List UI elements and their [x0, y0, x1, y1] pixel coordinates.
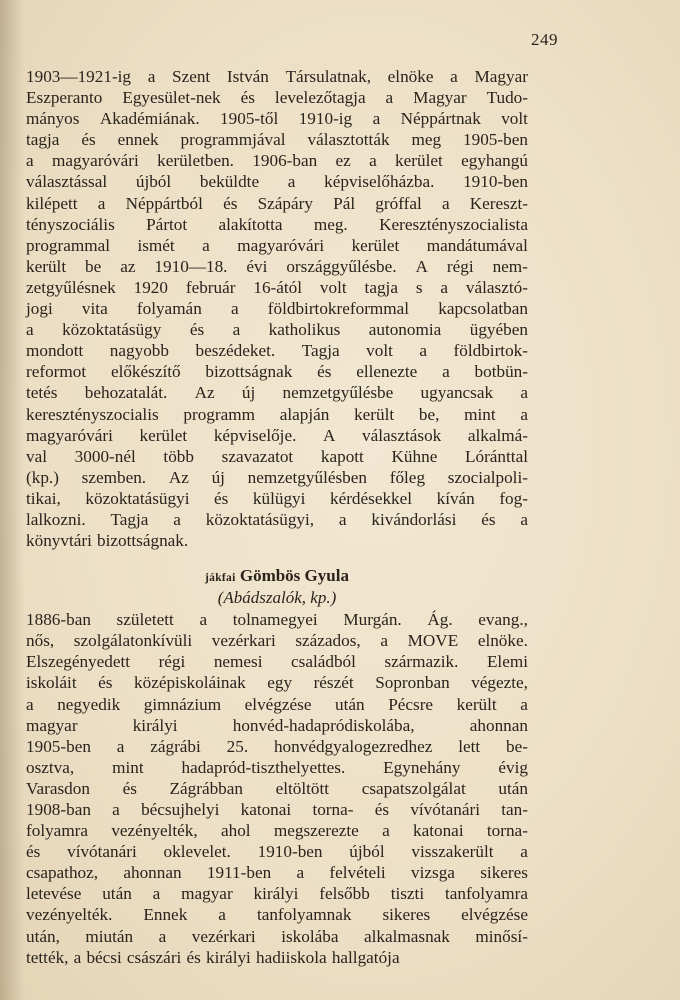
text-line: lalkozni. Tagja a közoktatásügyi, a kivándorlási és a — [26, 509, 528, 529]
text-line: 1905-ben a zágrábi 25. honvédgyalogezredhez lett be- — [26, 736, 528, 756]
text-line: tetés behozatalát. Az új nemzetgyűlésbe ugyancsak a — [26, 383, 528, 403]
text-line: kilépett a Néppártból és Szápáry Pál gróffal a Kereszt- — [26, 193, 528, 213]
text-line: tették, a bécsi császári és királyi hadiiskola hallgatója — [26, 947, 400, 967]
text-line: Varasdon és Zágrábban eltöltött csapatszolgálat után — [26, 778, 528, 798]
entry-prefix: jákfai — [205, 572, 236, 585]
text-line: (kp.) szemben. Az új nemzetgyűlésben főleg szocialpoli- — [26, 467, 528, 487]
text-column — [26, 66, 528, 968]
text-line: tényszociális Pártot alakította meg. Keresztényszocialista — [26, 214, 528, 234]
text-line: választással újból beküldte a képviselőházba. 1910-ben — [26, 172, 528, 192]
text-line: val 3000-nél több szavazatot kapott Kühne Lóránttal — [26, 446, 528, 466]
text-line: mondott nagyobb beszédeket. Tagja volt a földbirtok- — [26, 341, 528, 361]
text-line: folyamra vezényelték, ahol megszerezte a katonai torna- — [26, 821, 528, 841]
text-line: Eszperanto Egyesület-nek és levelezőtagja a Magyar Tudo- — [26, 88, 528, 108]
text-line: 1886-ban született a tolnamegyei Murgán. Ág. evang., — [26, 610, 528, 630]
text-line: zetgyűlésnek 1920 február 16-ától volt tagja s a választó- — [26, 277, 528, 297]
text-line: reformot előkészítő bizottságnak és ellenezte a botbün- — [26, 362, 528, 382]
text-line: került be az 1910—18. évi országgyűlésbe. A régi nem- — [26, 256, 528, 276]
text-line: könyvtári bizottságnak. — [26, 531, 189, 551]
text-line: osztva, mint hadapród-tiszthelyettes. Egynehány évig — [26, 757, 528, 777]
text-line: után, miután a vezérkari iskolába alkalmasnak minősí- — [26, 926, 528, 946]
paragraph-biography-continued — [26, 66, 528, 551]
text-line: iskoláit és középiskoláinak egy részét Sopronban végezte, — [26, 673, 528, 693]
text-line: vezényelték. Ennek a tanfolyamnak sikeres elvégzése — [26, 905, 528, 925]
entry-heading — [26, 565, 528, 587]
text-line: letevése után a magyar királyi felsőbb tiszti tanfolyamra — [26, 884, 528, 904]
text-line: jogi vita folyamán a földbirtokreformmal kapcsolatban — [26, 299, 528, 319]
text-line: csapathoz, ahonnan 1911-ben a felvételi vizsga sikeres — [26, 863, 528, 883]
text-line: tagja és ennek programmjával választották meg 1905-ben — [26, 130, 528, 150]
text-line: 1908-ban a bécsujhelyi katonai torna- és vívótanári tan- — [26, 800, 528, 819]
entry-name: Gömbös Gyula — [239, 566, 349, 586]
paragraph-gombos-biography — [26, 609, 528, 968]
text-line: nős, szolgálatonkívüli vezérkari százados, a MOVE elnöke. — [26, 631, 528, 651]
gutter-shadow — [0, 0, 24, 1000]
text-line: 1903—1921-ig a Szent István Társulatnak, elnöke a Magyar — [26, 67, 528, 86]
text-line: a magyaróvári kerületben. 1906-ban ez a kerület egyhangú — [26, 151, 528, 171]
text-line: magyaróvári kerület képviselője. A választások alkalmá- — [26, 425, 528, 445]
text-line: programmal ismét a magyaróvári kerület mandátumával — [26, 235, 528, 255]
page-number: 249 — [531, 30, 558, 49]
text-line: Elszegényedett régi nemesi családból származik. Elemi — [26, 652, 528, 672]
text-line: keresztényszocialis programm alapján került be, mint a — [26, 404, 528, 424]
text-line: tikai, közoktatásügyi és külügyi kérdésekkel kíván fog- — [26, 488, 528, 508]
text-line: a negyedik gimnázium elvégzése után Pécsre került a — [26, 694, 528, 714]
entry-district: (Abádszalók, kp.) — [217, 588, 337, 608]
text-line: a közoktatásügy és a katholikus autonomia ügyében — [26, 320, 528, 340]
text-line: mányos Akadémiának. 1905-től 1910-ig a Néppártnak volt — [26, 109, 528, 129]
text-line: magyar királyi honvéd-hadapródiskolába, ahonnan — [26, 715, 528, 735]
text-line: és vívótanári oklevelet. 1910-ben újból visszakerült a — [26, 842, 528, 862]
